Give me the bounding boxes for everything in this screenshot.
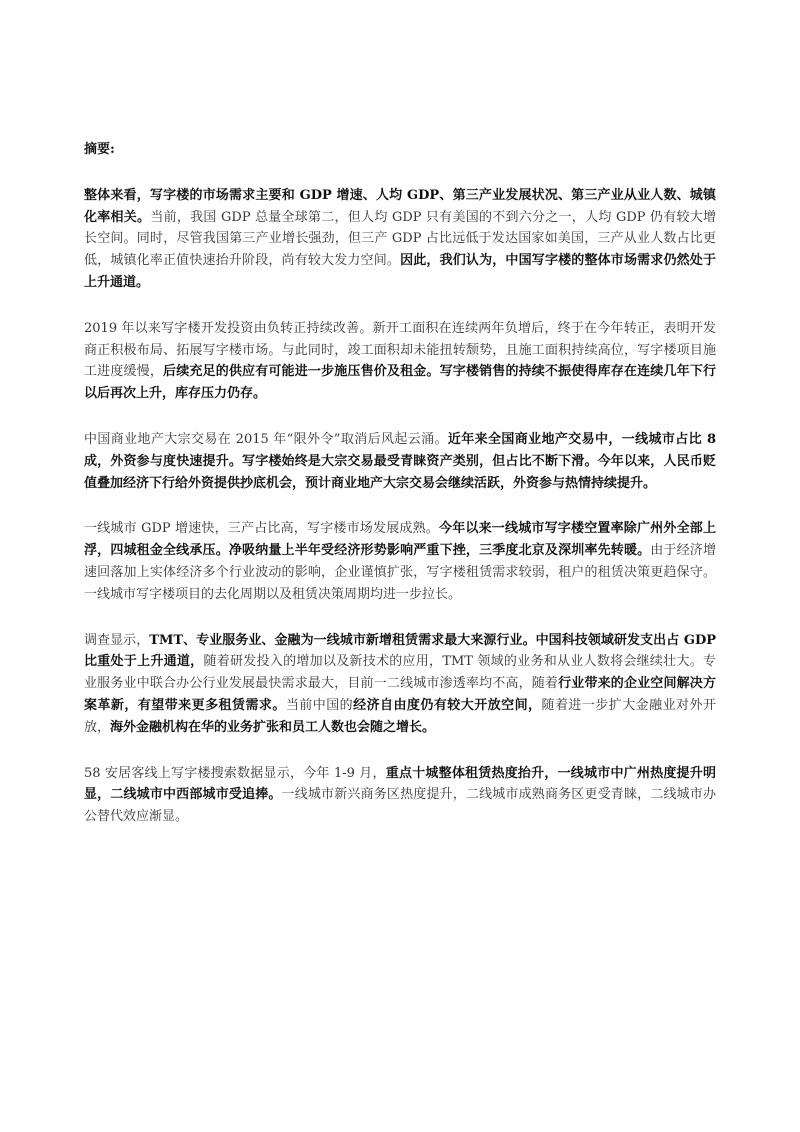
paragraph-segment: 经济自由度仍有较大开放空间， <box>353 697 542 713</box>
abstract-heading: 摘要: <box>84 142 115 157</box>
paragraph-segment: 海外金融机构在华的业务扩张和员工人数也会随之增长。 <box>110 719 436 735</box>
paragraph-segment: 调查显示， <box>84 632 150 648</box>
paragraph-segment: 重点十城整体租赁热度抬升，一线城市中广州热度提升明显，二线城市中西部城市受追捧。 <box>84 765 716 803</box>
document-body <box>84 139 716 852</box>
paragraph-tier1-cities <box>84 518 716 605</box>
paragraph-segment: 当前，我国 GDP 总量全球第二，但人均 GDP 只有美国的不到六分之一，人均 GDP 仍有较大增长空间。同时，尽管我国第三产业增长强劲，但三产 GDP 占比远低于发达国家如美国，三产从业人数占比更低，城镇化率正值快速抬升阶段，尚有较大发力空间。 <box>84 209 716 269</box>
paragraph-segment: 因此，我们认为，中国写字楼的整体市场需求仍然处于上升通道。 <box>84 253 716 290</box>
paragraph-segment: 2019 年以来写字楼开发投资由负转正持续改善。新开工面积在连续两年负增后，终于在今年转正，表明开发商正积极布局、拓展写字楼市场。与此同时，竣工面积却未能扭转颓势，且施工面积持续高位，写字楼项目施工进度缓慢， <box>84 320 716 380</box>
paragraph-investment-supply <box>84 318 716 405</box>
paragraph-segment: 随着研发投入的增加以及新技术的应用，TMT 领域的业务和从业人数将会继续壮大。专业服务业中联合办公行业发展最快需求最大，目前一二线城市渗透率均不高，随着 <box>84 654 716 692</box>
paragraph-segment: 行业带来的企业空间解决方案革新，有望带来更多租赁需求。 <box>84 676 716 713</box>
paragraph-segment: 今年以来一线城市写字楼空置率除广州外全部上浮，四城租金全线承压。净吸纳量上半年受经济形势影响严重下挫，三季度北京及深圳率先转暖。 <box>84 521 716 559</box>
paragraph-segment: 当前中国的 <box>285 697 354 713</box>
paragraph-segment: 后续充足的供应有可能进一步施压售价及租金。写字楼销售的持续不振使得库存在连续几年下行以后再次上升，库存压力仍存。 <box>84 364 716 402</box>
paragraph-demand-sources <box>84 630 716 739</box>
paragraph-segment: 一线城市新兴商务区热度提升，二线城市成熟商务区更受青睐，二线城市办公替代效应渐显。 <box>84 787 716 825</box>
paragraph-segment: 一线城市 GDP 增速快，三产占比高，写字楼市场发展成熟。 <box>84 521 439 537</box>
paragraph-search-data <box>84 763 716 828</box>
paragraph-market-demand <box>84 185 716 294</box>
paragraph-segment: TMT、专业服务业、金融为一线城市新增租赁需求最大来源行业。中国科技领域研发支出占 GDP 比重处于上升通道， <box>84 632 716 670</box>
paragraph-segment: 整体来看，写字楼的市场需求主要和 GDP 增速、人均 GDP、第三产业发展状况、第三产业从业人数、城镇化率相关。 <box>84 187 716 225</box>
paragraph-bulk-transactions <box>84 429 716 494</box>
paragraph-segment: 由于经济增速回落加上实体经济多个行业波动的影响，企业谨慎扩张，写字楼租赁需求较弱，租户的租赁决策更趋保守。一线城市写字楼项目的去化周期以及租赁决策周期均进一步拉长。 <box>84 543 716 602</box>
paragraph-segment: 58 安居客线上写字楼搜索数据显示，今年 1-9 月， <box>84 765 386 781</box>
paragraph-segment: 随着进一步扩大金融业对外开放， <box>84 697 716 735</box>
paragraph-segment: 近年来全国商业地产交易中，一线城市占比 8 成，外资参与度快速提升。写字楼始终是大宗交易最受青睐资产类别，但占比不断下滑。今年以来，人民币贬值叠加经济下行给外资提供抄底机会，预计商业地产大宗交易会继续活跃，外资参与热情持续提升。 <box>84 431 716 491</box>
paragraph-segment: 中国商业地产大宗交易在 2015 年“限外令”取消后风起云涌。 <box>84 431 448 447</box>
